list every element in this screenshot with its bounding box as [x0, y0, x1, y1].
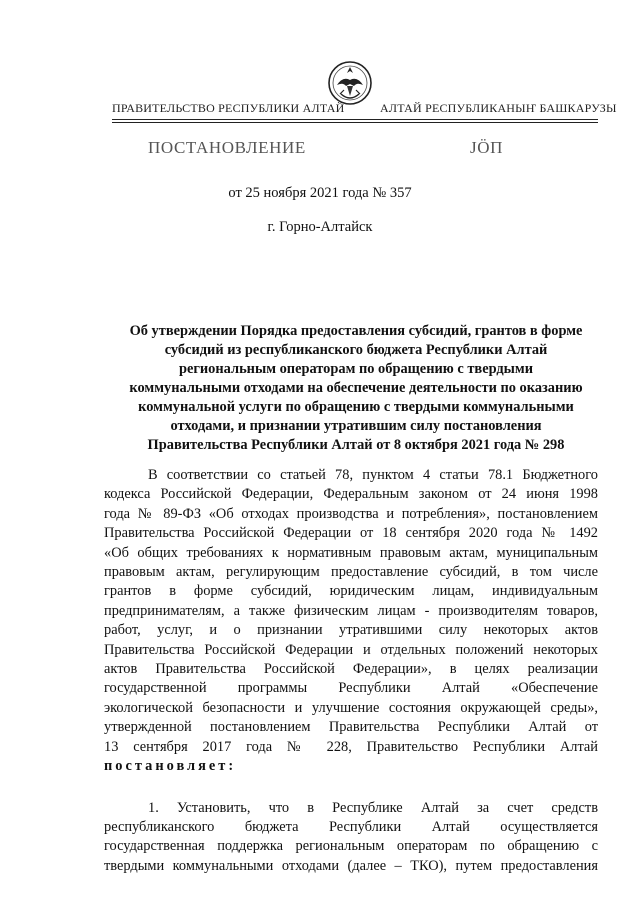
title-line: Правительства Республики Алтай от 8 октября 2021 года № 298	[147, 437, 565, 453]
document-city: г. Горно-Алтайск	[267, 219, 373, 235]
title-line: субсидий из республиканского бюджета Республики Алтай	[164, 342, 548, 358]
body-line: В соответствии со статьей 78, пунктом 4 статьи 78.1 Бюджетного	[148, 467, 598, 483]
body-line: года № 89-ФЗ «Об отходах производства и потребления», постановлением	[104, 505, 598, 522]
body-line: экологической безопасности и улучшение состояния окружающей среды»,	[104, 699, 598, 716]
body-line: правовым актам, регулирующим предоставление субсидий, в том числе	[104, 564, 598, 581]
document-title	[112, 322, 600, 455]
header-rule-bottom	[112, 122, 598, 123]
body-line: грантов в форме субсидий, юридическим лицам, индивидуальным	[104, 583, 598, 600]
body-line: государственная поддержка региональным операторам по обращению с	[104, 838, 598, 855]
header-rule-top	[112, 119, 598, 120]
decree-word: постановляет:	[104, 758, 237, 775]
body-line: предпринимателям, а также физическим лицам - производителям товаров,	[104, 602, 598, 619]
document-type-altai: JÖП	[470, 138, 503, 157]
government-name-russian: ПРАВИТЕЛЬСТВО РЕСПУБЛИКИ АЛТАЙ	[112, 101, 345, 115]
body-line: Правительства Российской Федерации от 18 сентября 2020 года № 1492	[104, 525, 598, 542]
title-line: региональным операторам по обращению с твердыми	[178, 361, 534, 377]
body-line: 1. Установить, что в Республике Алтай за счет средств	[148, 799, 598, 816]
title-line: Об утверждении Порядка предоставления субсидий, грантов в форме	[129, 323, 583, 339]
body-line: «Об общих требованиях к нормативным правовым актам, муниципальным	[104, 544, 598, 561]
title-line: отходами, и признании утратившим силу постановления	[170, 418, 542, 434]
document-date-number: от 25 ноября 2021 года № 357	[228, 185, 412, 201]
body-line: кодекса Российской Федерации, Федеральным законом от 24 июня 1998	[104, 486, 598, 503]
body-line: твердыми коммунальными отходами (далее – ТКО), путем предоставления	[104, 857, 598, 874]
body-line: Правительства Российской Федерации и отдельных положений некоторых	[104, 641, 598, 658]
body-line: государственной программы Республики Алтай «Обеспечение	[104, 680, 598, 697]
preamble-paragraph	[104, 466, 598, 777]
body-line: работ, услуг, и о признании утратившими силу некоторых актов	[104, 622, 598, 639]
title-line: коммунальной услуги по обращению с твердыми коммунальными	[138, 399, 574, 415]
clause-1-paragraph	[104, 799, 598, 877]
document-body	[104, 466, 598, 876]
body-line: республиканского бюджета Республики Алтай осуществляется	[104, 818, 598, 835]
title-line: коммунальными отходами на обеспечение деятельности по оказанию	[129, 380, 583, 396]
body-line: утвержденной постановлением Правительства Республики Алтай от	[104, 719, 598, 736]
body-line: 13 сентября 2017 года № 228, Правительство Республики Алтай	[104, 738, 598, 755]
body-line: актов Правительства Российской Федерации», в целях реализации	[104, 661, 598, 678]
government-name-altai: АЛТАЙ РЕСПУБЛИКАНЫҤ БАШКАРУЗЫ	[380, 101, 617, 115]
document-type-russian: ПОСТАНОВЛЕНИЕ	[148, 138, 306, 157]
